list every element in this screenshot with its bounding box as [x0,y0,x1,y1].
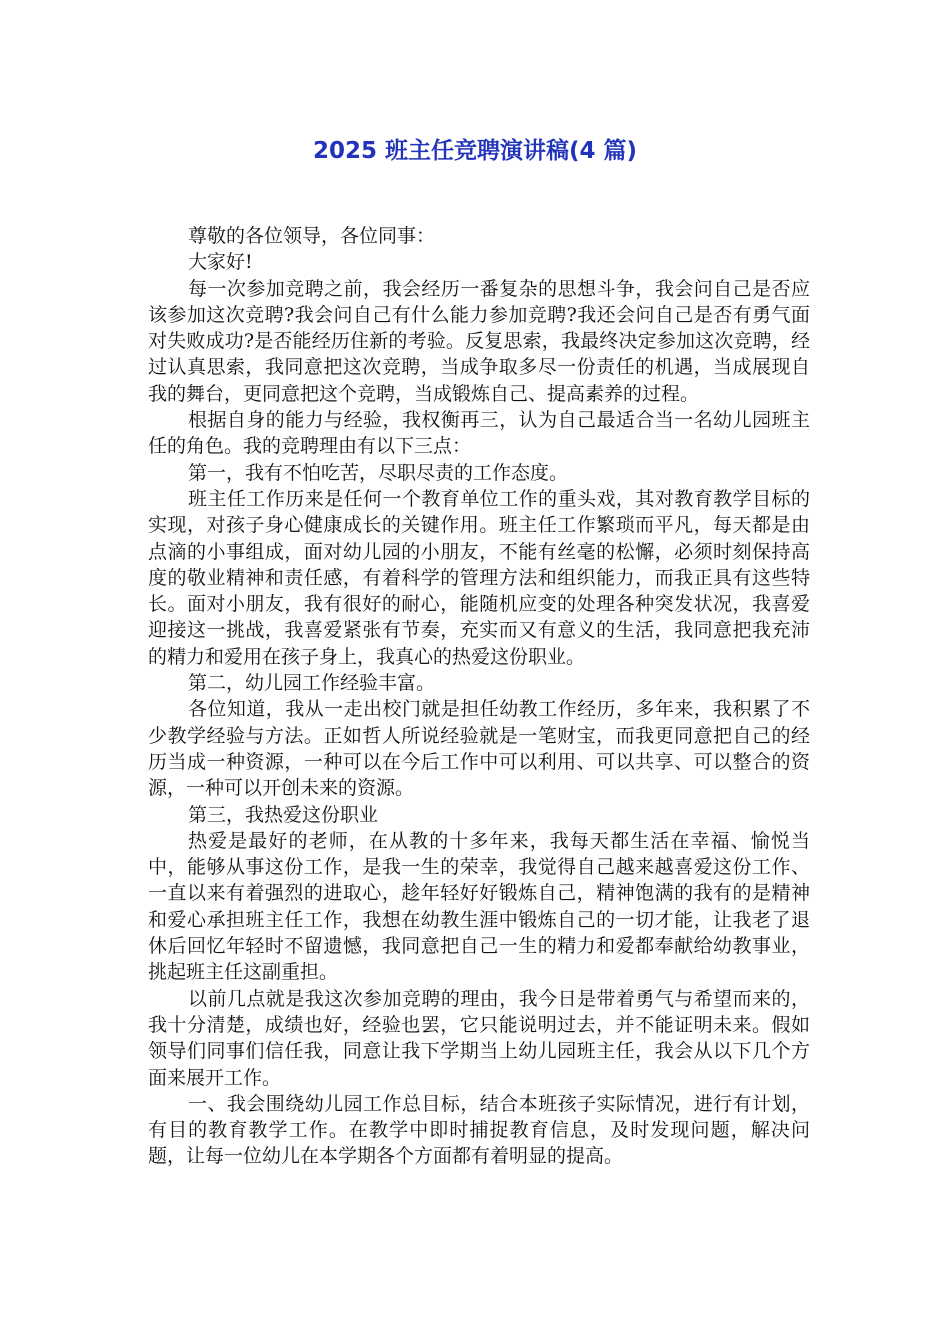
paragraph-point-heading: 第二，幼儿园工作经验丰富。 [188,672,436,695]
paragraph-point-heading: 第三，我热爱这份职业 [188,803,379,826]
paragraph: 班主任工作历来是任何一个教育单位工作的重头戏，其对教育教学目标的实现，对孩子身心健康成长的关键作用。班主任工作繁琐而平凡，每天都是由点滴的小事组成，面对幼儿园的小朋友，不能有丝毫的松懈，必须时刻保持高度的敬业精神和责任感，有着科学的管理方法和组织能力，而我正具有这些特长。面对小朋友，我有很好的耐心，能随机应变的处理各种突发状况，我喜爱迎接这一挑战，我喜爱紧张有节奏，充实而又有意义的生活，我同意把我充沛的精力和爱用在孩子身上，我真心的热爱这份职业。 [148,487,810,668]
paragraph: 一、我会围绕幼儿园工作总目标，结合本班孩子实际情况，进行有计划，有目的教育教学工作。在教学中即时捕捉教育信息，及时发现问题，解决问题，让每一位幼儿在本学期各个方面都有着明显的提高。 [148,1092,810,1168]
paragraph: 各位知道，我从一走出校门就是担任幼教工作经历，多年来，我积累了不少教学经验与方法。正如哲人所说经验就是一笔财宝，而我更同意把自己的经历当成一种资源，一种可以在今后工作中可以利用、可以共享、可以整合的资源，一种可以开创未来的资源。 [148,698,810,800]
paragraph: 以前几点就是我这次参加竞聘的理由，我今日是带着勇气与希望而来的，我十分清楚，成绩也好，经验也罢，它只能说明过去，并不能证明未来。假如领导们同事们信任我，同意让我下学期当上幼儿园班主任，我会从以下几个方面来展开工作。 [148,987,810,1089]
paragraph: 每一次参加竞聘之前，我会经历一番复杂的思想斗争，我会问自己是否应该参加这次竞聘?我会问自己有什么能力参加竞聘?我还会问自己是否有勇气面对失败成功?是否能经历住新的考验。反复思索，我最终决定参加这次竞聘，经过认真思索，我同意把这次竞聘，当成争取多尽一份责任的机遇，当成展现自我的舞台，更同意把这个竞聘，当成锻炼自己、提高素养的过程。 [148,277,810,405]
paragraph-point-heading: 第一，我有不怕吃苦，尽职尽责的工作态度。 [188,461,569,484]
document-body [148,223,810,1170]
paragraph: 根据自身的能力与经验，我权衡再三，认为自己最适合当一名幼儿园班主任的角色。我的竞聘理由有以下三点： [148,409,810,458]
paragraph-greeting: 大家好! [188,251,253,274]
paragraph: 热爱是最好的老师，在从教的十多年来，我每天都生活在幸福、愉悦当中，能够从事这份工作，是我一生的荣幸，我觉得自己越来越喜爱这份工作、一直以来有着强烈的进取心，趁年轻好好锻炼自己，精神饱满的我有的是精神和爱心承担班主任工作，我想在幼教生涯中锻炼自己的一切才能，让我老了退休后回忆年轻时不留遗憾，我同意把自己一生的精力和爱都奉献给幼教事业，挑起班主任这副重担。 [148,829,810,984]
paragraph-salutation: 尊敬的各位领导，各位同事： [188,225,436,247]
document-title: 2025 班主任竞聘演讲稿(4 篇) [312,138,638,164]
